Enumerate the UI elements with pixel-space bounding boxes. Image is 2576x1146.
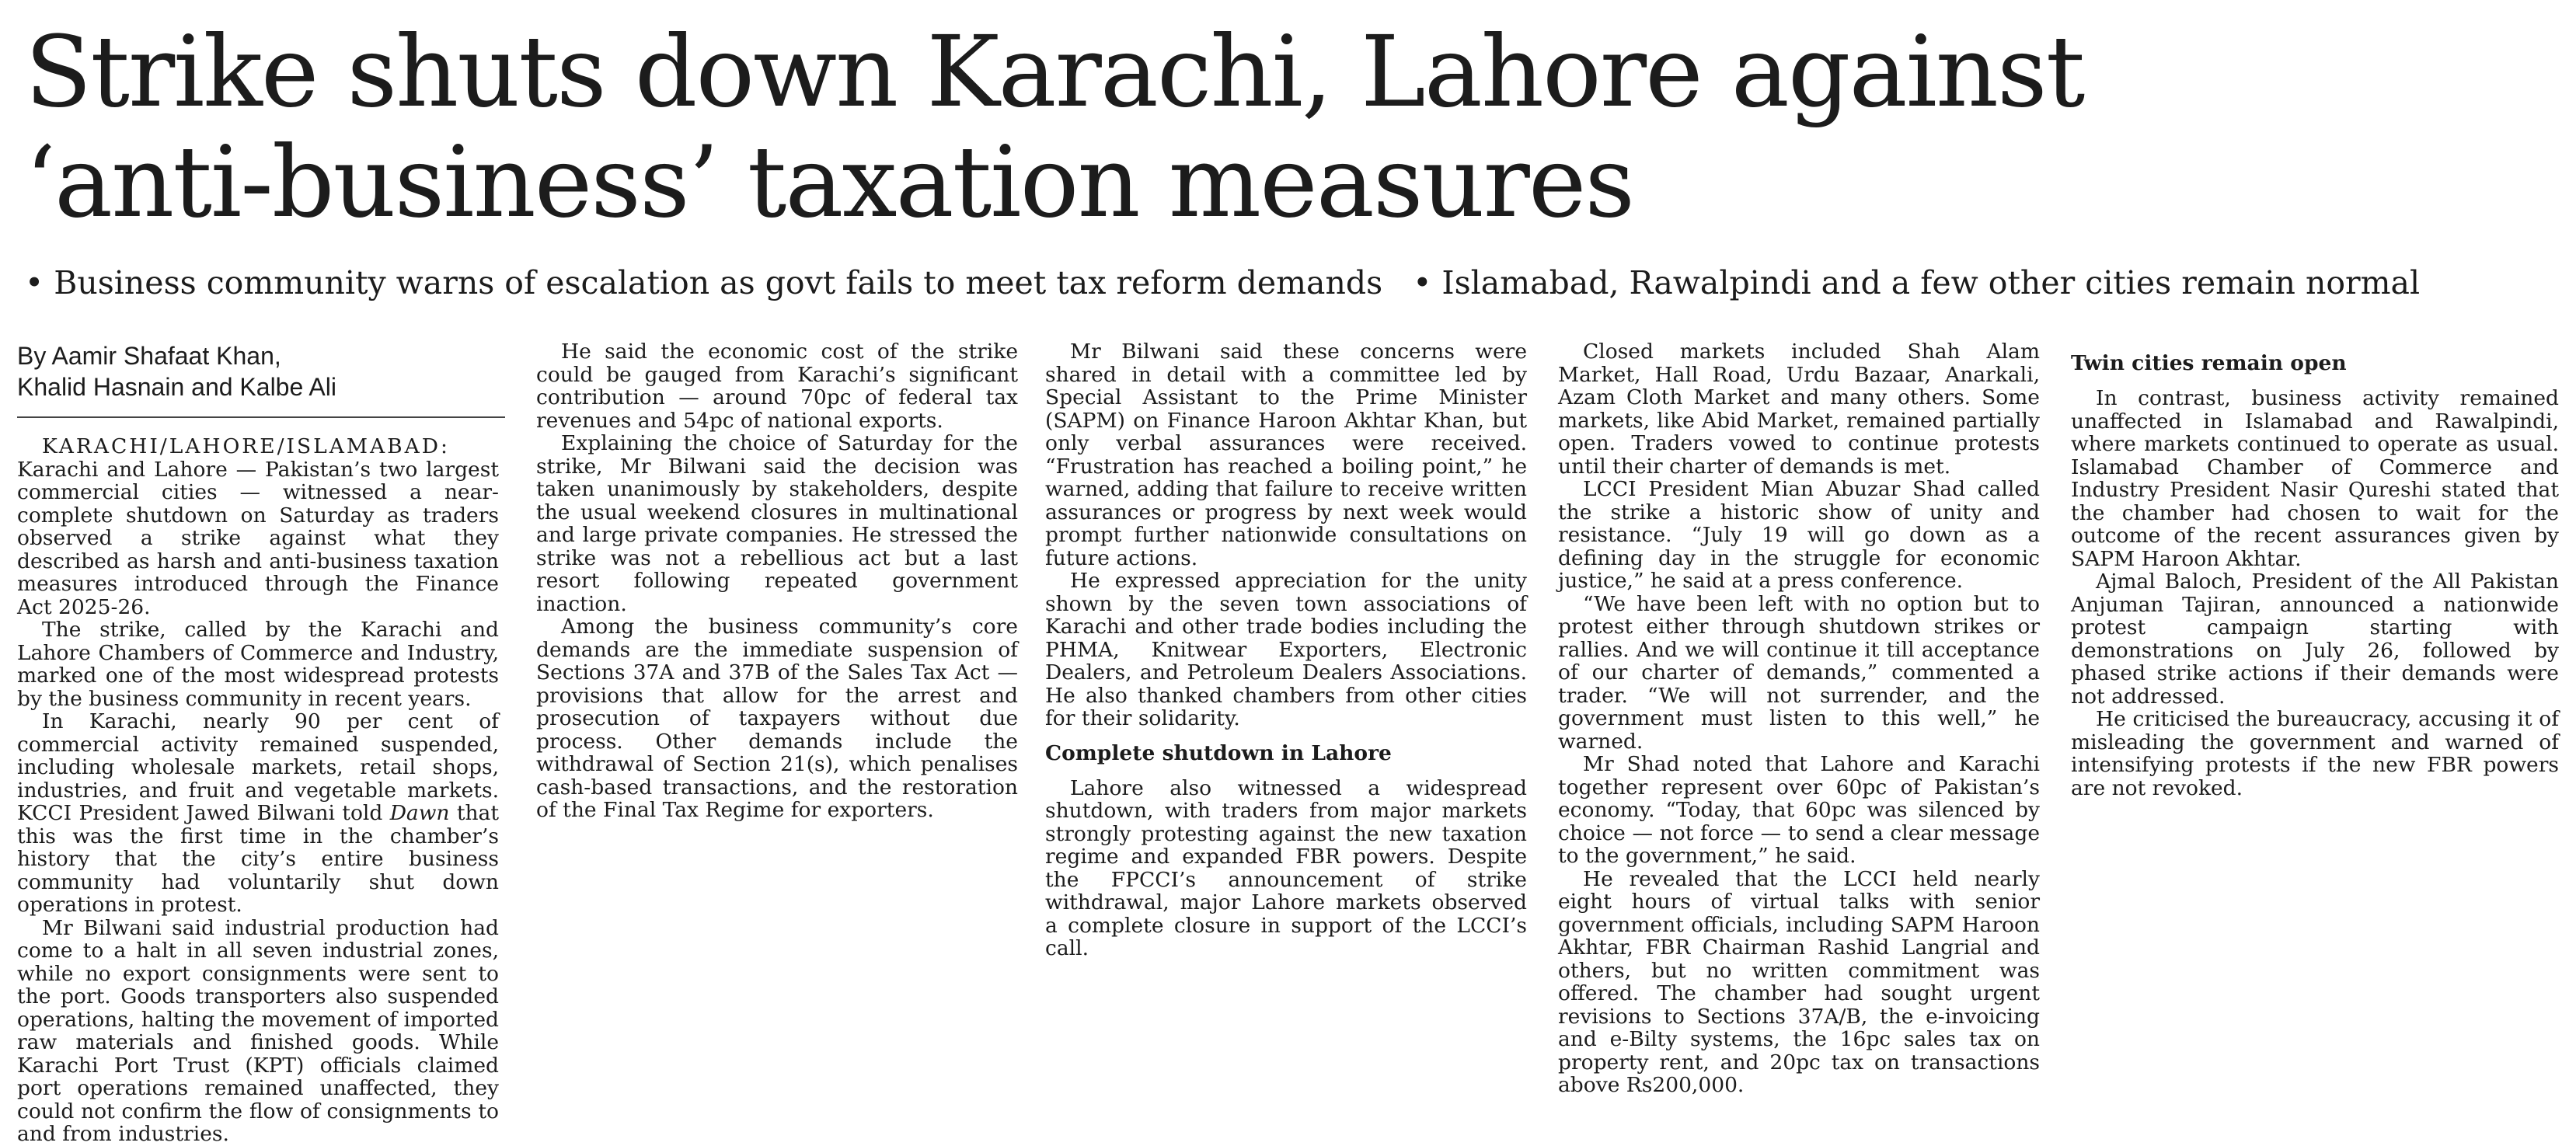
article-paragraph: Closed markets included Shah Alam Market, Hall Road, Urdu Bazaar, Anarkali, Azam Cloth Market and many others. Some markets, like Abid Market, remained partially open. Traders vowed to continue protests until their charter of demands is met. [1558,340,2040,479]
dateline: KARACHI/LAHORE/ISLAMABAD: [42,434,450,458]
deck [25,261,2558,305]
article-paragraph [17,710,499,917]
article-paragraph: Lahore also witnessed a widespread shutdown, with traders from major markets strongly protesting against the new taxation regime and expanded FBR powers. Despite the FPCCI’s announcement of strike withdrawal, major Lahore markets observed a complete closure in support of the LCCI’s call. [1045,775,1527,960]
article-paragraph: He expressed appreciation for the unity shown by the seven town associations of Karachi and other trade bodies including the PHMA, Knitwear Exporters, Electronic Dealers, and Petroleum Dealers Associations. He also thanked chambers from other cities for their solidarity. [1045,569,1527,730]
paragraph-text: Karachi and Lahore — Pakistan’s two largest commercial cities — witnessed a near-complete shutdown on Saturday as traders observed a strike against what they described as harsh and anti-business taxation measures introduced through the Finance Act 2025-26. [17,457,499,619]
headline-line-1: Strike shuts down Karachi, Lahore against [25,15,2084,129]
headline [25,17,2550,238]
subheading-lahore: Complete shutdown in Lahore [1045,740,1392,765]
article-paragraph: The strike, called by the Karachi and Lahore Chambers of Commerce and Industry, marked one of the most widespread protests by the business community in recent years. [17,618,499,711]
article-paragraph: Mr Bilwani said industrial production had come to a halt in all seven industrial zones, while no export consignments were sent to the port. Goods transporters also suspended operations, halting the movement of imported raw materials and finished goods. While Karachi Port Trust (KPT) officials claimed port operations remained unaffected, they could not confirm the flow of consignments to and from industries. [17,915,499,1146]
byline-line-1: By Aamir Shafaat Khan, [17,342,281,370]
paragraph-text: In Karachi, nearly 90 per cent of commercial activity remained suspended, including wholesale markets, retail shops, industries, and fruit and vegetable markets. KCCI President Jawed Bilwani told [17,709,499,825]
article-paragraph: Explaining the choice of Saturday for the strike, Mr Bilwani said the decision was taken unanimously by stakeholders, despite the usual weekend closures in multinational and large private companies. He stressed the strike was not a rebellious act but a last resort following repeated government inaction. [536,431,1018,616]
headline-line-2: ‘anti-business’ taxation measures [25,125,1634,239]
article-paragraph: He revealed that the LCCI held nearly eight hours of virtual talks with senior government officials, including SAPM Haroon Akhtar, FBR Chairman Rashid Langrial and others, but no written commitment was offered. The chamber had sought urgent revisions to Sections 37A/B, the e-invoicing and e-Bilty systems, the 16pc sales tax on property rent, and 20pc tax on transactions above Rs200,000. [1558,866,2040,1097]
article-column-1 [17,434,499,1146]
article-paragraph: Mr Shad noted that Lahore and Karachi together represent over 60pc of Pakistan’s economy. “Today, that 60pc was silenced by choice — not force — to send a clear message to the government,” he said. [1558,752,2040,868]
article-paragraph: Ajmal Baloch, President of the All Pakistan Anjuman Tajiran, announced a nationwide protest campaign starting with demonstrations on July 26, followed by phased strike actions if their demands were not addressed. [2071,570,2559,709]
article-paragraph: Among the business community’s core demands are the immediate suspension of Sections 37A and 37B of the Sales Tax Act — provisions that allow for the arrest and prosecution of taxpayers without due process. Other demands include the withdrawal of Section 21(s), which penalises cash-based transactions, and the restoration of the Final Tax Regime for exporters. [536,615,1018,822]
article-paragraph: LCCI President Mian Abuzar Shad called the strike a historic show of unity and resistance. “July 19 will go down as a defining day in the struggle for economic justice,” he said at a press conference. [1558,477,2040,593]
byline-line-2: Khalid Hasnain and Kalbe Ali [17,373,336,401]
deck-item-1: • Business community warns of escalation as govt fails to meet tax reform demands [25,264,1383,301]
article-paragraph: “We have been left with no option but to protest either through shutdown strikes or rallies. And we will continue it till acceptance of our charter of demands,” commented a trader. “We will not surrender, and the government must listen to this well,” he warned. [1558,591,2040,754]
article-column-4 [1558,340,2040,1097]
article-paragraph: He criticised the bureaucracy, accusing it of misleading the government and warned of intensifying protests if the new FBR powers are not revoked. [2071,707,2559,800]
subheading-twin-cities: Twin cities remain open [2071,351,2347,375]
paragraph-text: that this was the first time in the chamber’s history that the city’s entire business community had voluntarily shut down operations in protest. [17,801,499,917]
article-column-5 [2071,340,2559,1001]
article-paragraph: Mr Bilwani said these concerns were shared in detail with a committee led by Special Assistant to the Prime Minister (SAPM) on Finance Haroon Akhtar Khan, but only verbal assurances were received. “Frustration has reached a boiling point,” he warned, adding that failure to receive written assurances or progress by next week would prompt further nationwide consultations on future actions. [1045,340,1527,570]
article-paragraph: He said the economic cost of the strike could be gauged from Karachi’s significant contribution — around 70pc of federal tax revenues and 54pc of national exports. [536,340,1018,433]
article-column-2 [536,340,1018,1001]
newspaper-name: Dawn [389,801,450,825]
article-paragraph [17,435,499,618]
deck-item-2: • Islamabad, Rawalpindi and a few other cities remain normal [1413,264,2421,301]
article-paragraph: In contrast, business activity remained unaffected in Islamabad and Rawalpindi, where markets continued to operate as usual. Islamabad Chamber of Commerce and Industry President Nasir Qureshi stated that the chamber had chosen to wait for the outcome of the recent assurances given by SAPM Haroon Akhtar. [2071,386,2559,571]
byline [17,340,505,418]
article-column-3 [1045,340,1527,1001]
